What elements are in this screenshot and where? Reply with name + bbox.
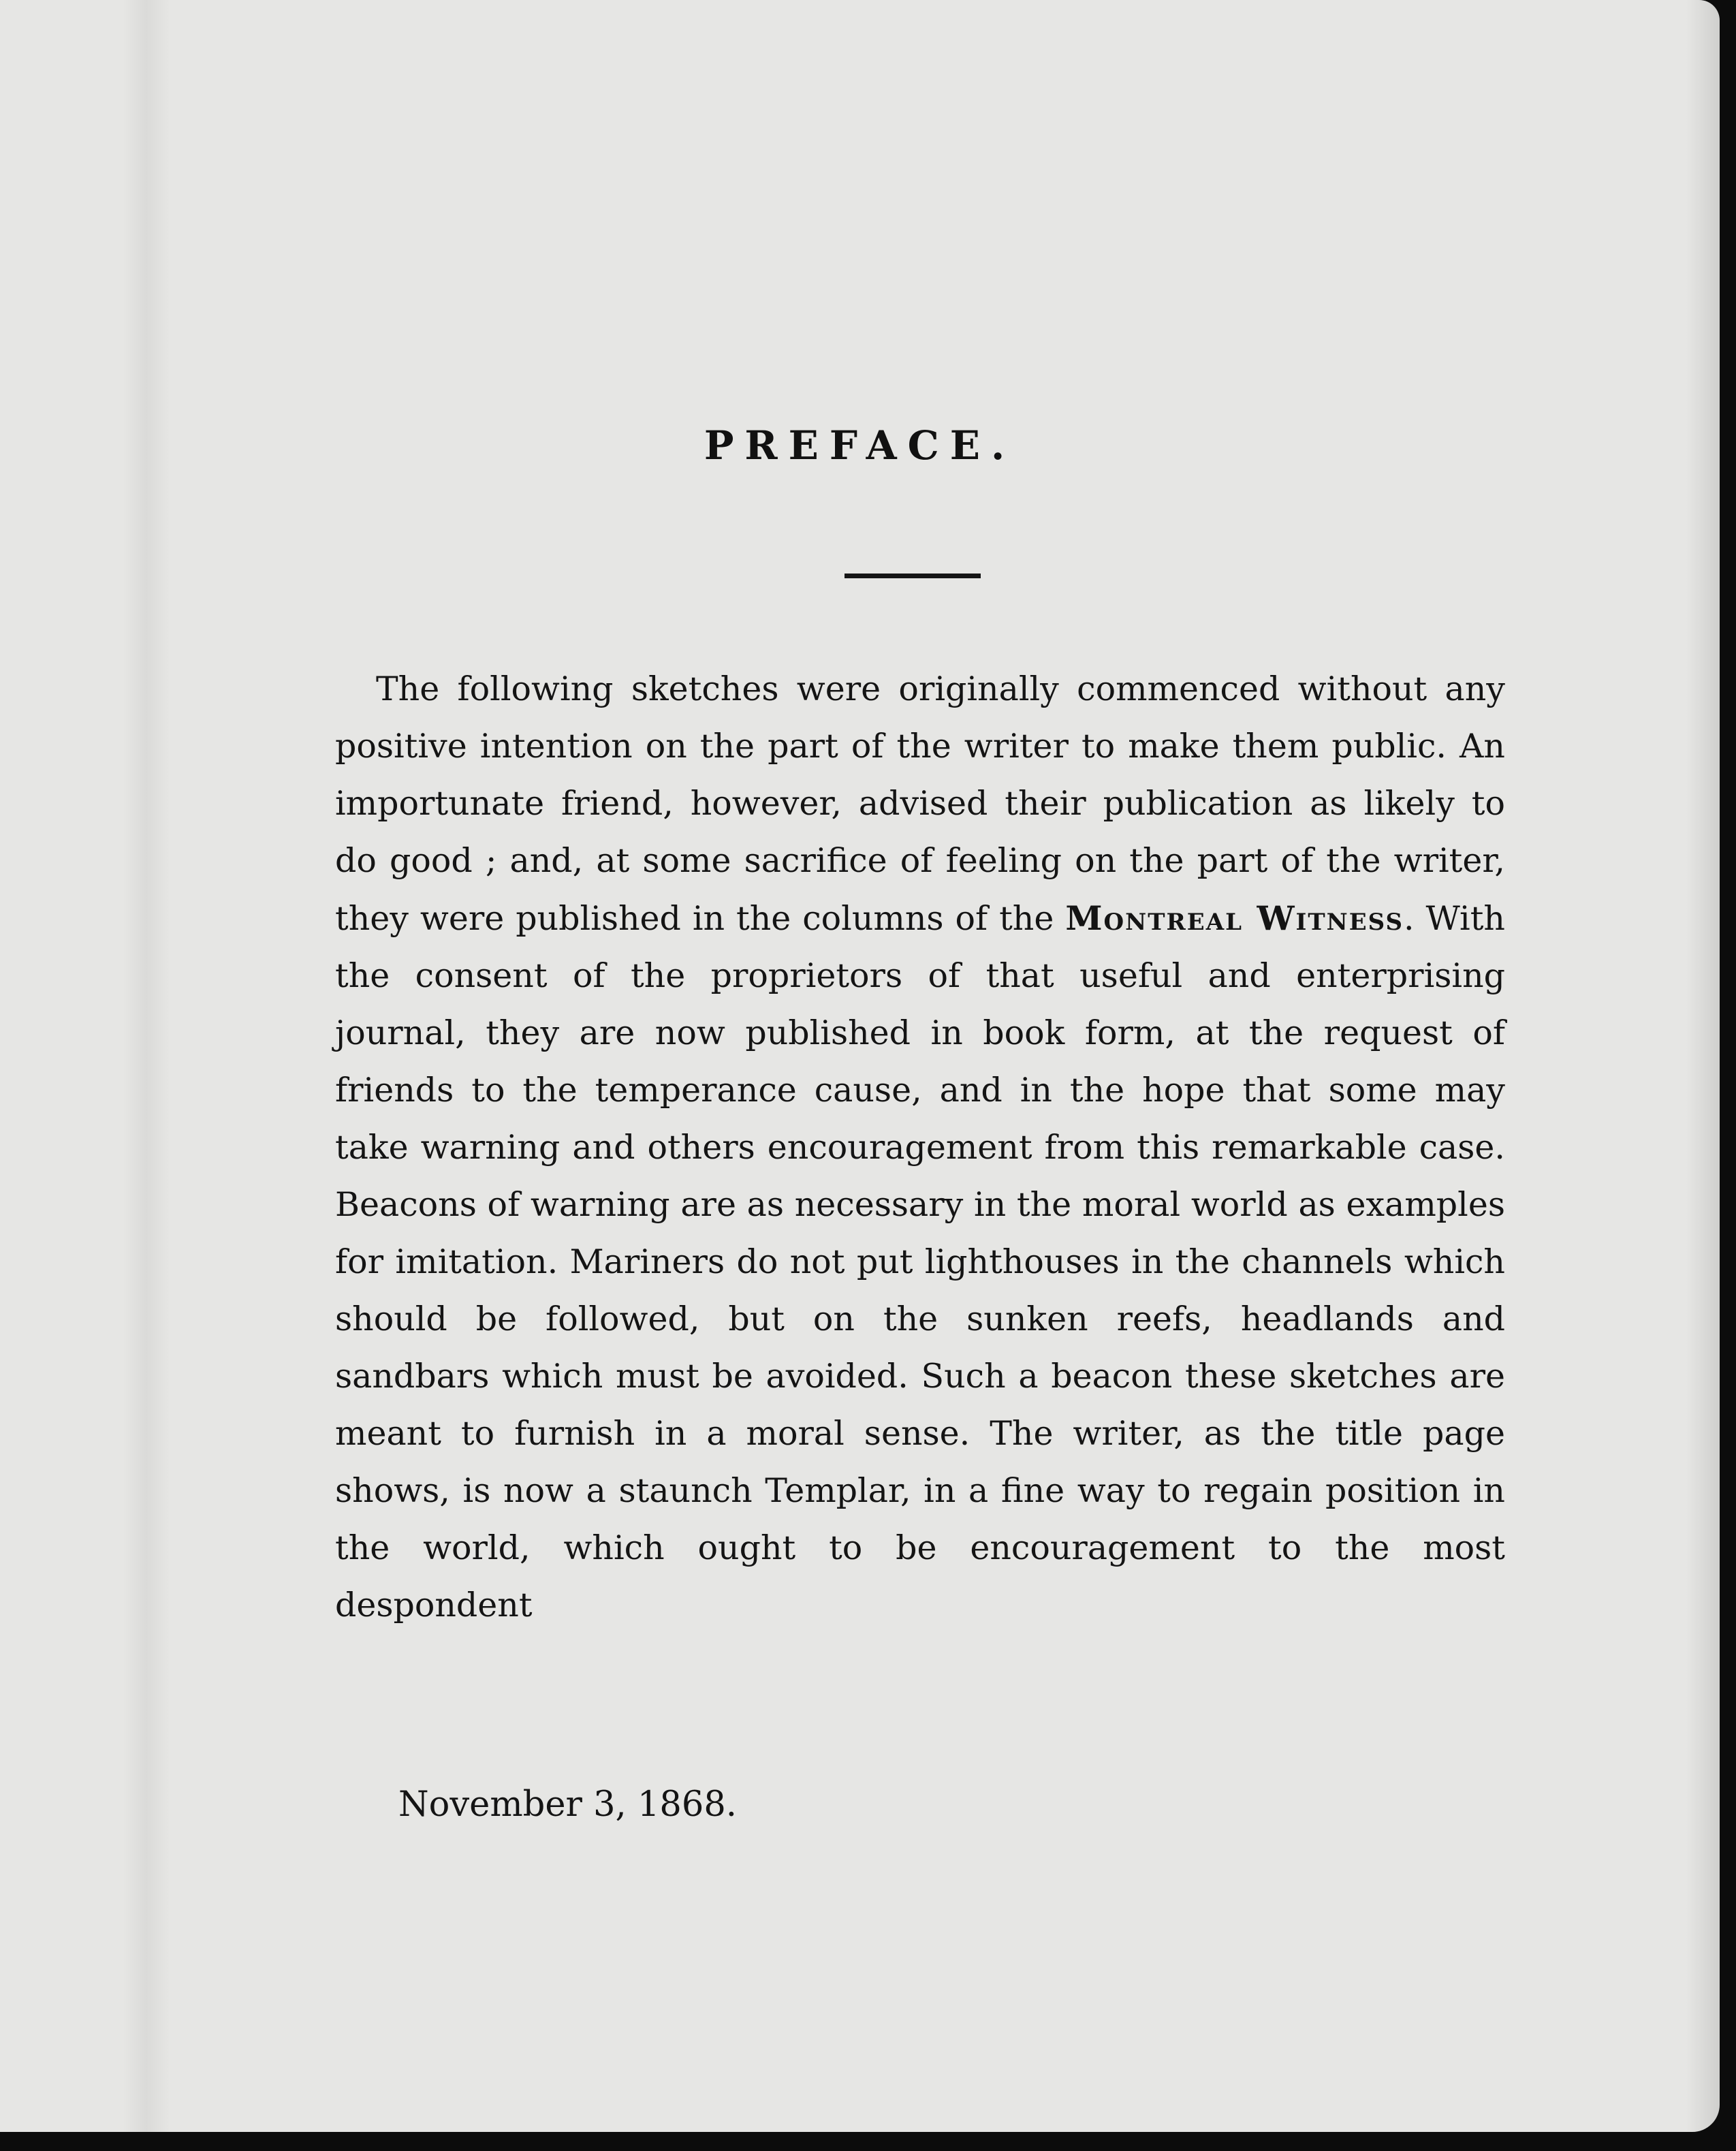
paragraph-start: The following sketches were originally commenced without any positive intention on the part of the writer to make them public. An importunate friend, however, advised their publication as likely to do good ; and, at some sacrifice of feeling on the part of the writer, they were published in the columns of the [335, 670, 1505, 938]
newspaper-name: Montreal Witness [1065, 898, 1404, 938]
preface-paragraph [335, 661, 1505, 1634]
paragraph-end: . With the consent of the proprietors of that useful and enterprising journal, they are now published in book form, at the request of friends to the temperance cause, and in the hope that some may take warning and others encouragement from this remarkable case. Beacons of warning are as necessary in the moral world as examples for imitation. Mariners do not put lighthouses in the channels which should be followed, but on the sunken reefs, headlands and sandbars which must be avoided. Such a beacon these sketches are meant to furnish in a moral sense. The writer, as the title page shows, is now a staunch Templar, in a fine way to regain position in the world, which ought to be encouragement to the most despondent [335, 899, 1505, 1624]
preface-date: November 3, 1868. [398, 1785, 737, 1825]
title-rule [845, 574, 981, 578]
page-title: PREFACE. [704, 422, 1016, 469]
